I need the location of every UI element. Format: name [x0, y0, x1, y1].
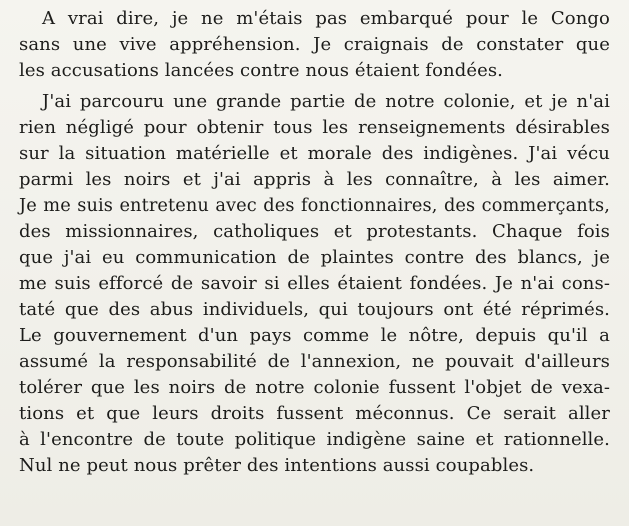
- p2-line-14: à l'encontre de toute politique indigène saine et rationnelle.: [19, 429, 610, 450]
- p2-line-8: me suis efforcé de savoir si elles étaient fondées. Je n'ai cons-: [19, 273, 610, 294]
- p1-line-3: les accusations lancées contre nous étaient fondées.: [19, 60, 503, 81]
- p2-line-6: des missionnaires, catholiques et protestants. Chaque fois: [19, 221, 610, 242]
- p1-line-1: A vrai dire, je ne m'étais pas embarqué pour le Congo: [42, 8, 610, 29]
- p2-line-13: tions et que leurs droits fussent méconnus. Ce serait aller: [19, 403, 610, 424]
- p2-line-9: taté que des abus individuels, qui toujours ont été réprimés.: [19, 299, 610, 320]
- p2-line-4: parmi les noirs et j'ai appris à les connaître, à les aimer.: [19, 169, 610, 190]
- p2-line-3: sur la situation matérielle et morale des indigènes. J'ai vécu: [19, 143, 610, 164]
- p1-line-2: sans une vive appréhension. Je craignais de constater que: [19, 34, 610, 55]
- p2-line-12: tolérer que les noirs de notre colonie fussent l'objet de vexa-: [19, 377, 610, 398]
- p2-line-5: Je me suis entretenu avec des fonctionnaires, des commerçants,: [19, 196, 610, 216]
- p2-line-15: Nul ne peut nous prêter des intentions aussi coupables.: [19, 455, 535, 476]
- p2-line-11: assumé la responsabilité de l'annexion, ne pouvait d'ailleurs: [19, 351, 610, 372]
- p2-line-7: que j'ai eu communication de plaintes contre des blancs, je: [19, 247, 610, 268]
- p2-line-10: Le gouvernement d'un pays comme le nôtre, depuis qu'il a: [19, 325, 610, 346]
- p2-line-1: J'ai parcouru une grande partie de notre colonie, et je n'ai: [42, 91, 610, 112]
- p2-line-2: rien négligé pour obtenir tous les renseignements désirables: [19, 117, 610, 138]
